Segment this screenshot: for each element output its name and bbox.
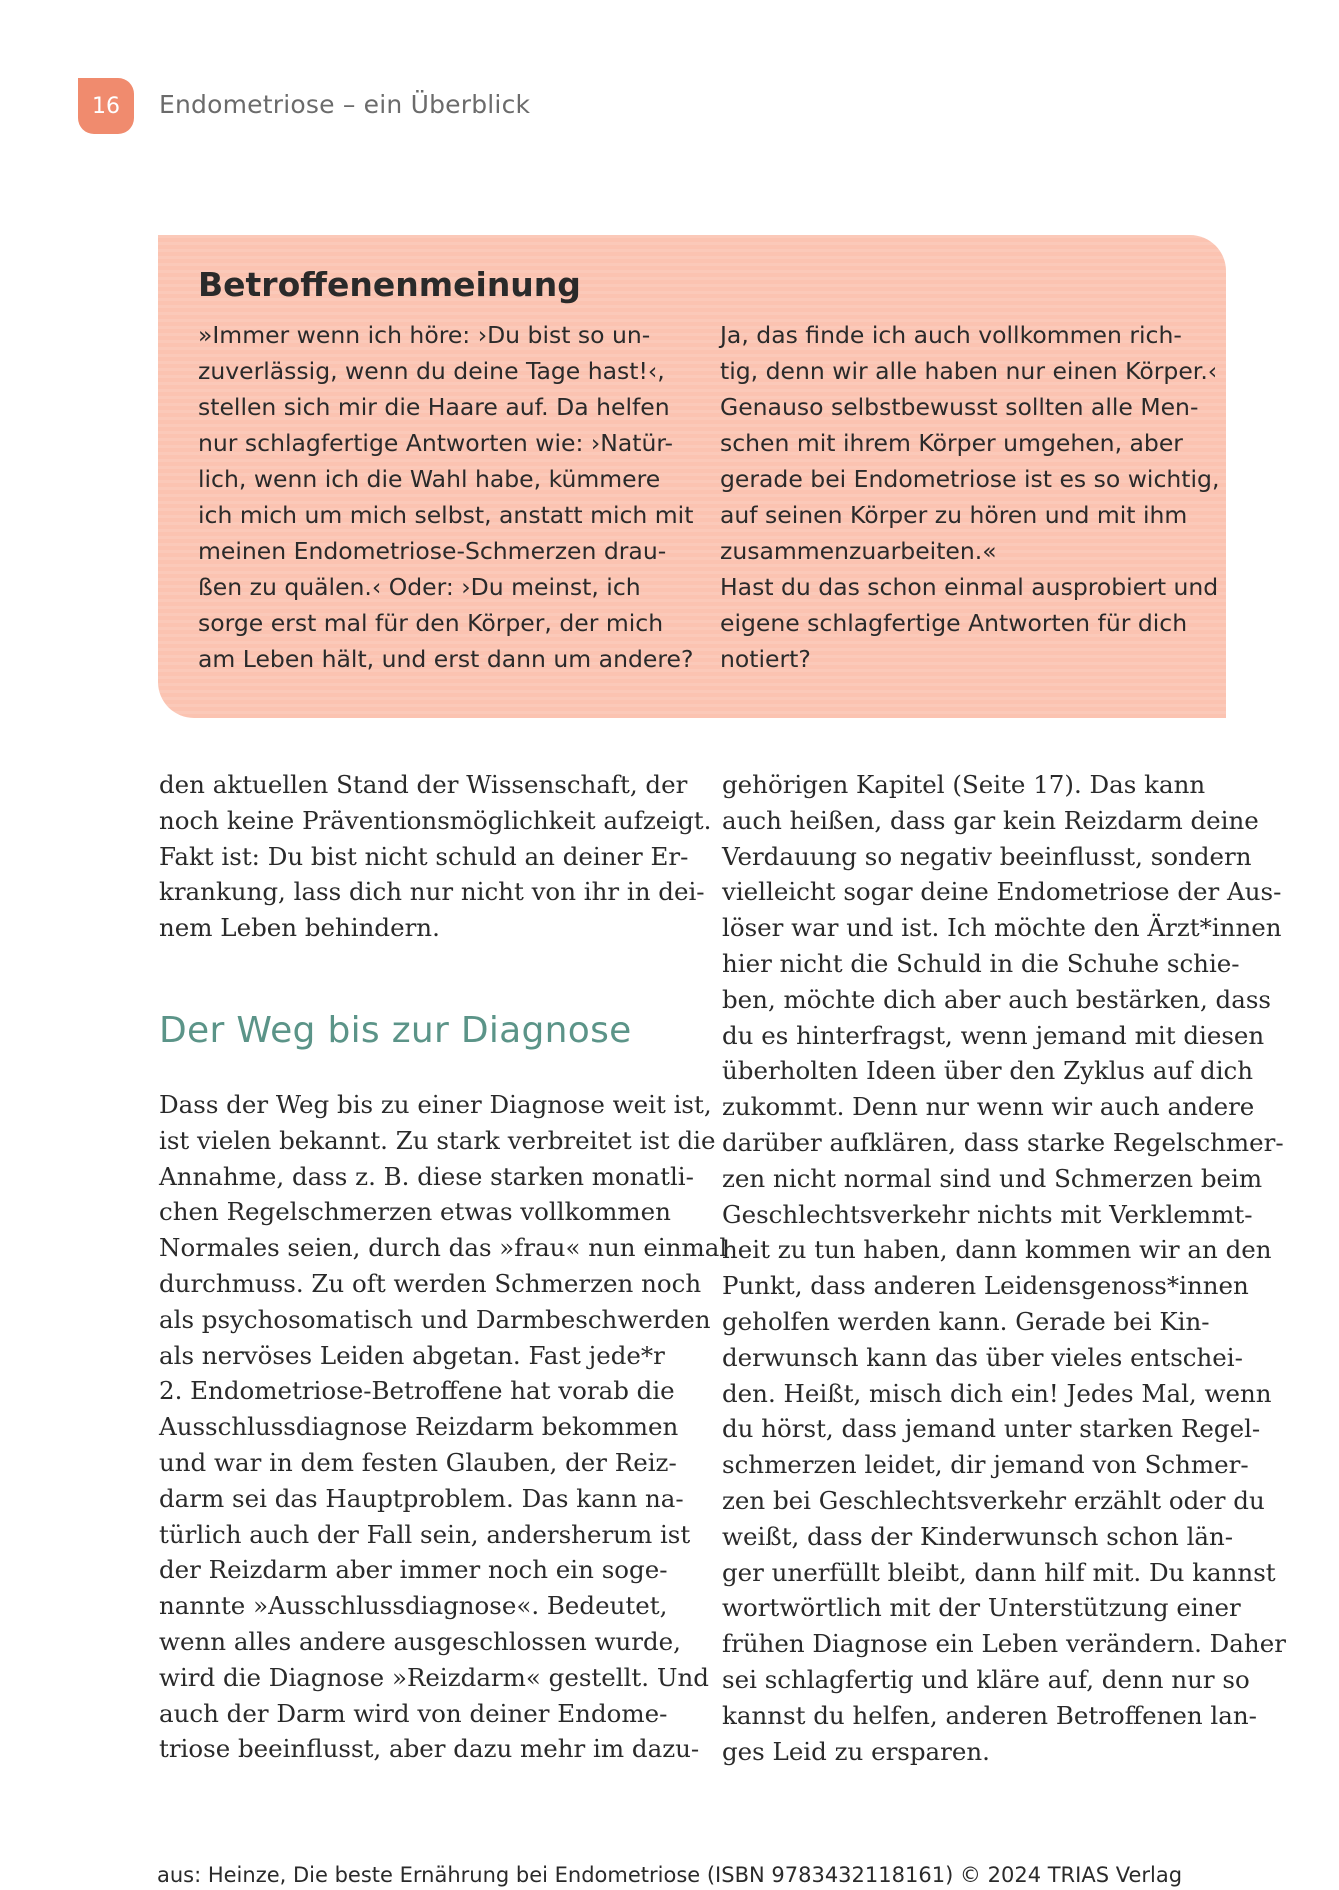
testimonial-left-column: [198, 317, 694, 677]
text-line: und war in dem festen Glauben, der Reiz-: [159, 1447, 677, 1477]
text-line: meinen Endometriose-Schmerzen drau-: [198, 537, 667, 565]
text-line: nur schlagfertige Antworten wie: ›Natür-: [198, 429, 674, 457]
text-line: stellen sich mir die Haare auf. Da helfen: [198, 393, 670, 421]
text-line: Dass der Weg bis zu einer Diagnose weit ist,: [159, 1090, 712, 1119]
text-line: der Reizdarm aber immer noch ein soge-: [159, 1555, 668, 1585]
text-line: Hast du das schon einmal ausprobiert und: [720, 573, 1219, 601]
text-line: ger unerfüllt bleibt, dann hilf mit. Du kannst: [722, 1557, 1276, 1587]
text-line: geholfen werden kann. Gerade bei Kin-: [722, 1306, 1210, 1336]
text-line: tig, denn wir alle haben nur einen Körper.‹: [720, 357, 1218, 385]
text-line: heit zu tun haben, dann kommen wir an den: [722, 1235, 1272, 1265]
text-line: vielleicht sogar deine Endometriose der Aus-: [722, 877, 1282, 907]
text-line: auch heißen, dass gar kein Reizdarm deine: [722, 805, 1259, 835]
left-column-body: [159, 1087, 728, 1767]
testimonial-title: Betroffenenmeinung: [198, 265, 581, 304]
text-line: chen Regelschmerzen etwas vollkommen: [159, 1197, 671, 1227]
text-line: Verdauung so negativ beeinflusst, sondern: [722, 841, 1252, 871]
text-line: nem Leben behindern.: [159, 913, 440, 943]
text-line: nannte »Ausschlussdiagnose«. Bedeutet,: [159, 1591, 668, 1621]
text-line: zukommt. Denn nur wenn wir auch andere: [722, 1092, 1255, 1122]
text-line: Annahme, dass z. B. diese starken monatli-: [159, 1161, 694, 1191]
text-line: zen nicht normal sind und Schmerzen beim: [722, 1163, 1263, 1193]
text-line: Genauso selbstbewusst sollten alle Men-: [720, 393, 1199, 421]
text-line: Punkt, dass anderen Leidensgenoss*innen: [722, 1271, 1249, 1301]
text-line: »Immer wenn ich höre: ›Du bist so un-: [198, 321, 651, 349]
text-line: du es hinterfragst, wenn jemand mit diesen: [722, 1020, 1265, 1050]
text-line: sorge erst mal für den Körper, der mich: [198, 609, 664, 637]
text-line: Normales seien, durch das »frau« nun einmal: [159, 1233, 728, 1263]
text-line: löser war und ist. Ich möchte den Ärzt*innen: [722, 913, 1282, 943]
text-line: wird die Diagnose »Reizdarm« gestellt. Und: [159, 1662, 709, 1692]
text-line: schen mit ihrem Körper umgehen, aber: [720, 429, 1183, 457]
text-line: du hörst, dass jemand unter starken Regel-: [722, 1414, 1261, 1444]
text-line: den aktuellen Stand der Wissenschaft, der: [159, 770, 688, 799]
right-column-body: [722, 767, 1286, 1769]
text-line: triose beeinflusst, aber dazu mehr im dazu-: [159, 1734, 700, 1764]
text-line: darüber aufklären, dass starke Regelschmer-: [722, 1127, 1284, 1157]
text-line: türlich auch der Fall sein, andersherum ist: [159, 1519, 691, 1549]
source-footer: aus: Heinze, Die beste Ernährung bei Endometriose (ISBN 9783432118161) © 2024 TRIAS Verlag: [156, 1863, 1183, 1887]
text-line: durchmuss. Zu oft werden Schmerzen noch: [159, 1268, 702, 1298]
text-line: ges Leid zu ersparen.: [722, 1736, 990, 1766]
text-line: ben, möchte dich aber auch bestärken, dass: [722, 984, 1271, 1014]
text-line: als psychosomatisch und Darmbeschwerden: [159, 1304, 711, 1334]
page-number: 16: [78, 78, 134, 134]
text-line: hier nicht die Schuld in die Schuhe schie-: [722, 948, 1240, 978]
text-line: 2. Endometriose-Betroffene hat vorab die: [159, 1376, 675, 1406]
text-line: ist vielen bekannt. Zu stark verbreitet ist die: [159, 1125, 716, 1155]
text-line: eigene schlagfertige Antworten für dich: [720, 609, 1188, 637]
text-line: notiert?: [720, 645, 811, 673]
text-line: als nervöses Leiden abgetan. Fast jede*r: [159, 1340, 665, 1370]
text-line: am Leben hält, und erst dann um andere?: [198, 645, 694, 673]
text-line: frühen Diagnose ein Leben verändern. Daher: [722, 1629, 1286, 1659]
text-line: Ja, das finde ich auch vollkommen rich-: [720, 321, 1182, 349]
running-title: Endometriose – ein Überblick: [159, 90, 531, 119]
section-heading: Der Weg bis zur Diagnose: [159, 1010, 632, 1051]
testimonial-right-column: [720, 317, 1220, 677]
text-line: krankung, lass dich nur nicht von ihr in dei-: [159, 877, 705, 907]
text-line: derwunsch kann das über vieles entschei-: [722, 1342, 1243, 1372]
text-line: wenn alles andere ausgeschlossen wurde,: [159, 1626, 681, 1656]
text-line: sei schlagfertig und kläre auf, denn nur so: [722, 1664, 1250, 1694]
text-line: kannst du helfen, anderen Betroffenen lan-: [722, 1700, 1257, 1730]
text-line: ich mich um mich selbst, anstatt mich mit: [198, 501, 694, 529]
text-line: den. Heißt, misch dich ein! Jedes Mal, wenn: [722, 1378, 1272, 1408]
text-line: zuverlässig, wenn du deine Tage hast!‹,: [198, 357, 665, 385]
text-line: Fakt ist: Du bist nicht schuld an deiner Er-: [159, 841, 689, 871]
text-line: auch der Darm wird von deiner Endome-: [159, 1698, 668, 1728]
left-column-intro: [159, 767, 712, 946]
text-line: auf seinen Körper zu hören und mit ihm: [720, 501, 1188, 529]
text-line: Geschlechtsverkehr nichts mit Verklemmt-: [722, 1199, 1253, 1229]
text-line: gerade bei Endometriose ist es so wichtig,: [720, 465, 1220, 493]
text-line: zusammenzuarbeiten.«: [720, 537, 997, 565]
text-line: darm sei das Hauptproblem. Das kann na-: [159, 1483, 684, 1513]
text-line: ßen zu quälen.‹ Oder: ›Du meinst, ich: [198, 573, 641, 601]
text-line: wortwörtlich mit der Unterstützung einer: [722, 1593, 1241, 1623]
text-line: Ausschlussdiagnose Reizdarm bekommen: [159, 1412, 679, 1442]
text-line: lich, wenn ich die Wahl habe, kümmere: [198, 465, 661, 493]
text-line: weißt, dass der Kinderwunsch schon län-: [722, 1521, 1234, 1551]
text-line: zen bei Geschlechtsverkehr erzählt oder du: [722, 1485, 1265, 1515]
text-line: überholten Ideen über den Zyklus auf dich: [722, 1056, 1254, 1086]
text-line: gehörigen Kapitel (Seite 17). Das kann: [722, 770, 1206, 799]
text-line: noch keine Präventionsmöglichkeit aufzeigt.: [159, 805, 712, 835]
testimonial-box: [158, 235, 1226, 718]
text-line: schmerzen leidet, dir jemand von Schmer-: [722, 1450, 1249, 1480]
